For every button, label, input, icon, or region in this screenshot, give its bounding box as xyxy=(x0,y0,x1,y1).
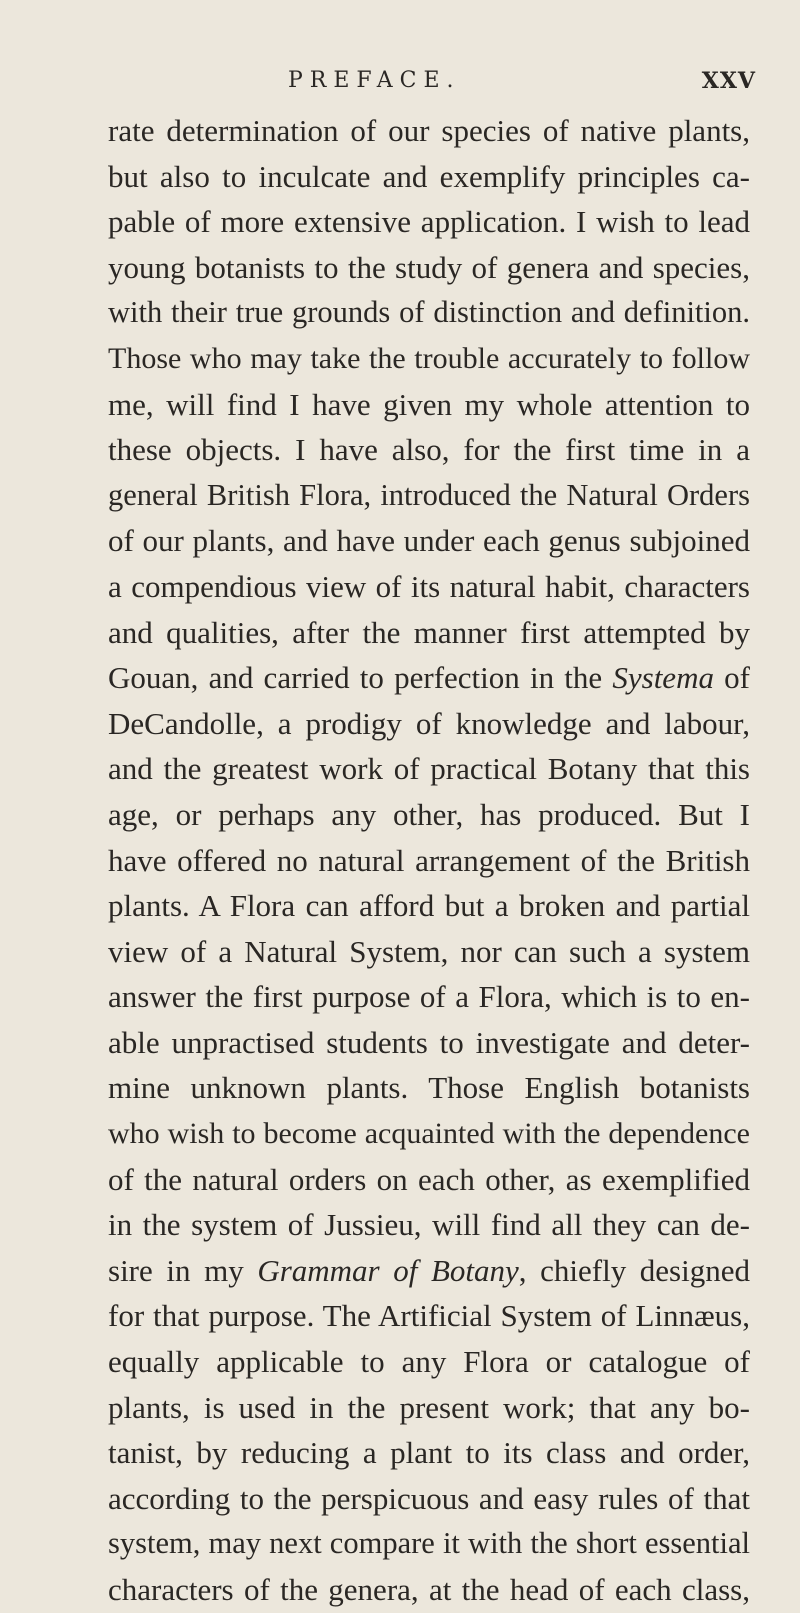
text-line: plants. A Flora can afford but a broken and partial xyxy=(108,888,750,924)
text-line: who wish to become acquainted with the dependence xyxy=(108,1117,750,1151)
text-line: DeCandolle, a prodigy of knowledge and labour, xyxy=(108,705,750,741)
text-line: mine unknown plants. Those English botanists xyxy=(108,1070,750,1106)
text-line: of our plants, and have under each genus subjoined xyxy=(108,523,750,559)
body-text xyxy=(108,108,750,1613)
text-line: in the system of Jussieu, will find all they can de- xyxy=(108,1207,750,1243)
text-line: for that purpose. The Artificial System of Linnæus, xyxy=(108,1298,750,1334)
text-line: sire in my Grammar of Botany, chiefly designed xyxy=(108,1252,750,1288)
text-line: answer the first purpose of a Flora, which is to en- xyxy=(108,979,750,1015)
text-line: Those who may take the trouble accurately to follow xyxy=(108,341,750,375)
running-title: PREFACE. xyxy=(288,68,461,93)
text-line: system, may next compare it with the short essential xyxy=(108,1526,750,1561)
text-line: age, or perhaps any other, has produced. But I xyxy=(108,796,750,832)
running-head xyxy=(258,68,756,102)
text-line: young botanists to the study of genera and species, xyxy=(108,249,750,285)
text-line: pable of more extensive application. I wish to lead xyxy=(108,204,750,240)
text-line: and qualities, after the manner first attempted by xyxy=(108,614,750,650)
text-line: general British Flora, introduced the Natural Orders xyxy=(108,477,750,512)
text-line: a compendious view of its natural habit, characters xyxy=(108,568,750,604)
text-line: characters of the genera, at the head of each class, xyxy=(108,1572,750,1607)
text-line: equally applicable to any Flora or catalogue of xyxy=(108,1344,750,1380)
text-line: of the natural orders on each other, as exemplified xyxy=(108,1161,750,1197)
text-line: but also to inculcate and exemplify principles ca- xyxy=(108,158,750,194)
text-line: me, will find I have given my whole attention to xyxy=(108,386,750,422)
text-line: able unpractised students to investigate and deter- xyxy=(108,1024,750,1060)
text-line: tanist, by reducing a plant to its class and order, xyxy=(108,1435,750,1471)
page-number: XXV xyxy=(701,68,756,94)
text-line: have offered no natural arrangement of the British xyxy=(108,842,750,878)
text-line: Gouan, and carried to perfection in the Systema of xyxy=(108,660,750,696)
text-line: and the greatest work of practical Botany that this xyxy=(108,751,750,787)
text-line: view of a Natural System, nor can such a system xyxy=(108,933,750,969)
text-line: plants, is used in the present work; that any bo- xyxy=(108,1389,750,1425)
text-line: according to the perspicuous and easy rules of that xyxy=(108,1480,750,1516)
text-line: with their true grounds of distinction and definition. xyxy=(108,295,750,330)
text-line: these objects. I have also, for the first time in a xyxy=(108,432,750,468)
text-line: rate determination of our species of native plants, xyxy=(108,113,750,148)
